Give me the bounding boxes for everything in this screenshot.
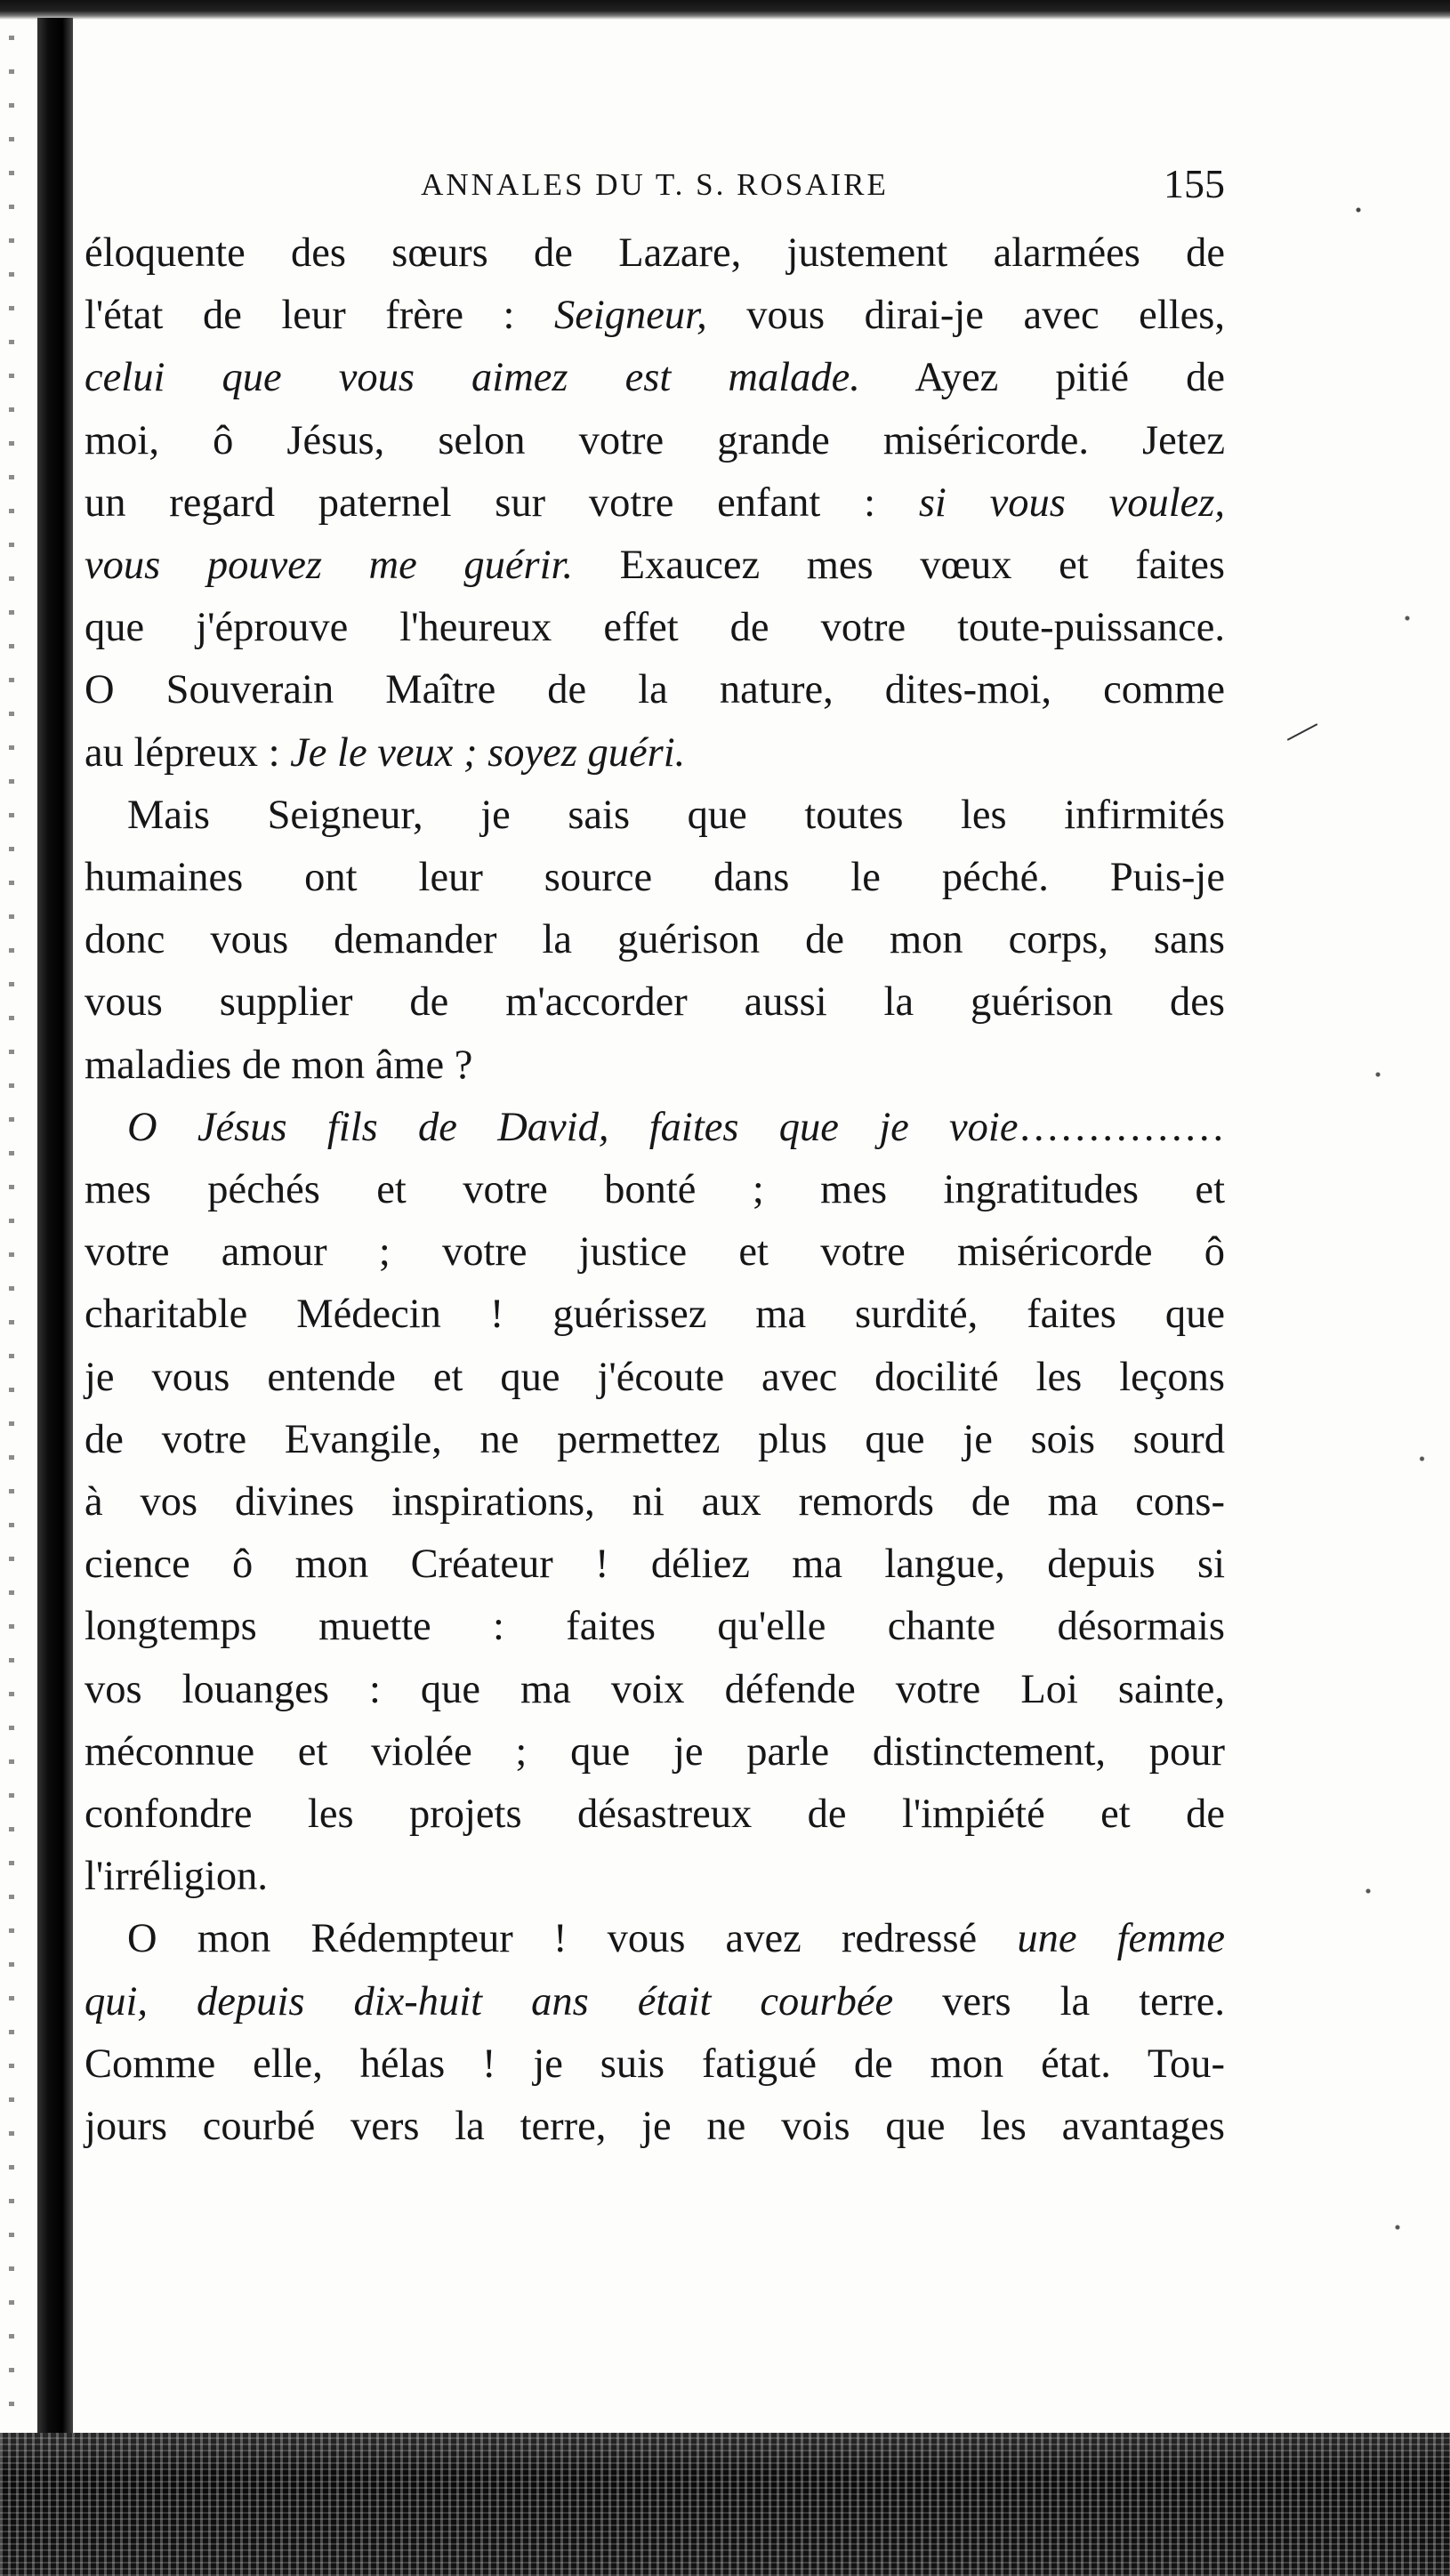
text-line xyxy=(85,597,1225,659)
text-line xyxy=(85,1221,1225,1284)
text-segment: de votre Evangile, ne permettez plus que je sois sourd xyxy=(85,1416,1225,1462)
paragraph xyxy=(85,785,1225,1097)
text-segment: charitable Médecin ! guérissez ma surdité, faites que xyxy=(85,1292,1225,1338)
text-line xyxy=(85,222,1225,285)
italic-text: Seigneur, xyxy=(553,293,707,339)
text-segment: l'irréligion. xyxy=(85,1854,268,1900)
text-line xyxy=(85,722,1225,785)
text-line xyxy=(85,1783,1225,1846)
text-segment: au lépreux : xyxy=(85,729,291,776)
page-number: 155 xyxy=(1164,161,1225,206)
text-segment: moi, ô Jésus, selon votre grande miséricorde. Jetez xyxy=(85,417,1225,463)
text-segment: longtemps muette : faites qu'elle chante désormais xyxy=(85,1604,1225,1650)
text-line xyxy=(85,347,1225,409)
text-line xyxy=(85,1471,1225,1534)
italic-text: si vous voulez, xyxy=(918,479,1226,526)
italic-text: celui que vous aimez est malade. xyxy=(85,355,860,401)
text-segment: vos louanges : que ma voix défende votre Loi sainte, xyxy=(85,1666,1225,1712)
text-line xyxy=(85,1596,1225,1658)
text-segment: Mais Seigneur, je sais que toutes les infirmités xyxy=(127,792,1225,838)
book-page xyxy=(85,151,1225,2158)
text-segment: vers la terre. xyxy=(893,1978,1225,2025)
paragraph xyxy=(85,222,1225,785)
text-line xyxy=(85,1908,1225,1970)
text-line xyxy=(85,971,1225,1034)
text-segment: je vous entende et que j'écoute avec docilité les leçons xyxy=(85,1354,1225,1400)
paragraph xyxy=(85,1908,1225,2158)
margin-pencil-mark xyxy=(1287,723,1317,741)
scan-right-margin-specks xyxy=(1339,18,1437,2419)
text-segment: vous dirai-je avec elles, xyxy=(706,293,1226,339)
text-segment: …………… xyxy=(1018,1104,1225,1150)
text-segment: éloquente des sœurs de Lazare, justement alarmées de xyxy=(85,230,1225,276)
text-segment: donc vous demander la guérison de mon corps, sans xyxy=(85,917,1225,963)
text-segment: Ayez pitié de xyxy=(859,355,1225,401)
text-segment: jours courbé vers la terre, je ne vois que les avantages xyxy=(85,2104,1225,2150)
running-title: ANNALES DU T. S. ROSAIRE xyxy=(421,167,889,202)
text-line xyxy=(85,1347,1225,1409)
scan-top-edge xyxy=(0,0,1450,20)
text-line xyxy=(85,1284,1225,1346)
text-line xyxy=(85,1534,1225,1596)
text-line xyxy=(85,285,1225,347)
scan-left-margin-marks xyxy=(9,36,14,2437)
scan-bottom-edge xyxy=(0,2433,1450,2576)
text-line xyxy=(85,2033,1225,2096)
text-line xyxy=(85,785,1225,847)
text-line xyxy=(85,659,1225,721)
text-line xyxy=(85,847,1225,909)
text-segment: votre amour ; votre justice et votre miséricorde ô xyxy=(85,1229,1225,1276)
text-segment: Comme elle, hélas ! je suis fatigué de mon état. Tou- xyxy=(85,2041,1225,2087)
text-line xyxy=(85,410,1225,472)
text-segment: cience ô mon Créateur ! déliez ma langue, depuis si xyxy=(85,1542,1225,1588)
text-line xyxy=(85,1971,1225,2033)
italic-text: qui, depuis dix-huit ans était courbée xyxy=(85,1978,894,2025)
text-segment: vous supplier de m'accorder aussi la guérison des xyxy=(85,979,1225,1026)
text-line xyxy=(85,1409,1225,1471)
text-segment: Exaucez mes vœux et faites xyxy=(573,543,1225,589)
text-segment: confondre les projets désastreux de l'impiété et de xyxy=(85,1791,1225,1838)
paragraph xyxy=(85,1097,1225,1909)
text-segment: O mon Rédempteur ! vous avez redressé xyxy=(127,1916,1018,1962)
running-head xyxy=(85,151,1225,222)
italic-text: vous pouvez me guérir. xyxy=(85,543,574,589)
body-text xyxy=(85,222,1225,2158)
text-segment: maladies de mon âme ? xyxy=(85,1042,473,1088)
italic-text: O Jésus fils de David, faites que je voie xyxy=(127,1104,1019,1150)
text-line xyxy=(85,535,1225,597)
italic-text: une femme xyxy=(1017,1916,1225,1962)
text-line xyxy=(85,2096,1225,2158)
scan-binding-edge xyxy=(37,18,73,2455)
text-segment: l'état de leur frère : xyxy=(85,293,554,339)
text-line xyxy=(85,1159,1225,1221)
text-segment: un regard paternel sur votre enfant : xyxy=(85,479,919,526)
text-line xyxy=(85,1097,1225,1159)
text-line xyxy=(85,1846,1225,1908)
text-segment: méconnue et violée ; que je parle distinctement, pour xyxy=(85,1728,1225,1775)
text-segment: humaines ont leur source dans le péché. Puis-je xyxy=(85,855,1225,901)
text-line xyxy=(85,909,1225,971)
text-segment: O Souverain Maître de la nature, dites-moi, comme xyxy=(85,667,1225,713)
text-line xyxy=(85,472,1225,535)
text-segment: mes péchés et votre bonté ; mes ingratitudes et xyxy=(85,1167,1225,1213)
text-segment: à vos divines inspirations, ni aux remords de ma cons- xyxy=(85,1479,1225,1525)
text-line xyxy=(85,1721,1225,1783)
italic-text: Je le veux ; soyez guéri. xyxy=(290,729,686,776)
text-segment: que j'éprouve l'heureux effet de votre toute-puissance. xyxy=(85,605,1225,651)
text-line xyxy=(85,1034,1225,1097)
text-line xyxy=(85,1659,1225,1721)
